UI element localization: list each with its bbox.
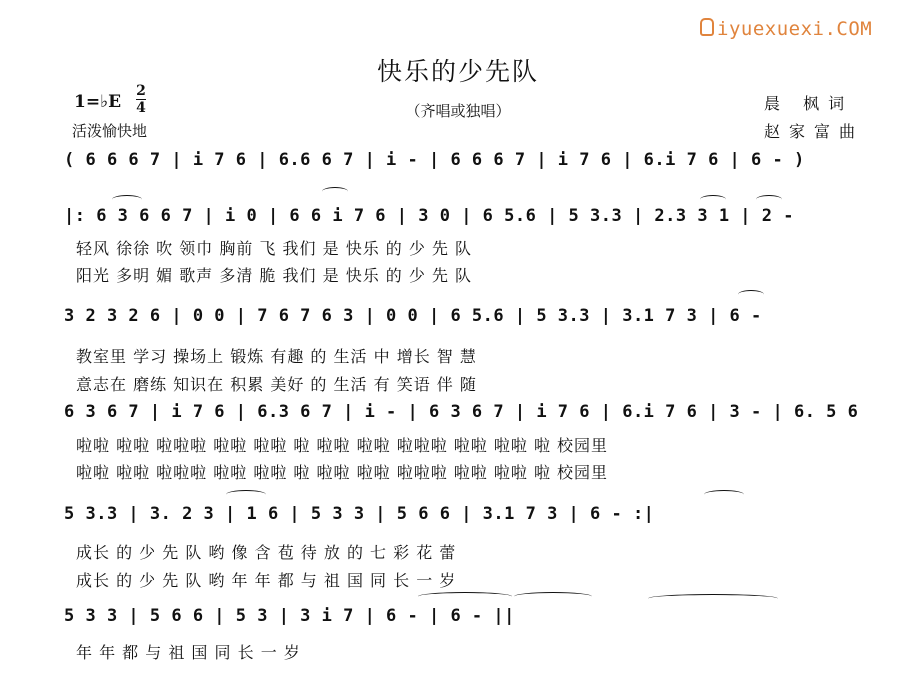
slur — [418, 592, 512, 601]
tempo-marking: 活泼愉快地 — [72, 122, 148, 140]
credits — [764, 90, 864, 146]
lyric-line-4-verse-1: 啦啦 啦啦 啦啦啦 啦啦 啦啦 啦 啦啦 啦啦 啦啦啦 啦啦 啦啦 啦 校园里 — [76, 436, 609, 455]
score-line-6: 5 3 3 | 5 6 6 | 5 3 | 3 i 7 | 6 - | 6 - || — [64, 606, 515, 626]
lyric-line-2-verse-1: 轻风 徐徐 吹 领巾 胸前 飞 我们 是 快乐 的 少 先 队 — [76, 239, 473, 258]
slur — [756, 195, 782, 204]
slur — [738, 290, 764, 299]
lyric-line-5-verse-2: 成长 的 少 先 队 哟 年 年 都 与 祖 国 同 长 一 岁 — [76, 571, 457, 590]
composer-credit: 赵家富曲 — [764, 122, 865, 141]
score-line-1: ( 6 6 6 7 | i 7 6 | 6.6 6 7 | i - | 6 6 6 7 | i 7 6 | 6.i 7 6 | 6 - ) — [64, 150, 805, 170]
lyricist-credit: 晨 枫词 — [764, 94, 854, 113]
time-signature — [136, 83, 146, 116]
time-top: 2 — [136, 83, 146, 99]
lyric-line-4-verse-2: 啦啦 啦啦 啦啦啦 啦啦 啦啦 啦 啦啦 啦啦 啦啦啦 啦啦 啦啦 啦 校园里 — [76, 463, 609, 482]
slur — [226, 490, 266, 499]
score-line-3: 3 2 3 2 6 | 0 0 | 7 6 7 6 3 | 0 0 | 6 5.6 | 5 3.3 | 3.1 7 3 | 6 - — [64, 306, 762, 326]
slur — [112, 195, 142, 204]
lyric-line-6-verse-1: 年 年 都 与 祖 国 同 长 一 岁 — [76, 643, 301, 662]
lyric-line-2-verse-2: 阳光 多明 媚 歌声 多清 脆 我们 是 快乐 的 少 先 队 — [76, 266, 473, 285]
lyric-line-3-verse-2: 意志在 磨练 知识在 积累 美好 的 生活 有 笑语 伴 随 — [76, 375, 477, 394]
site-watermark: iyuexuexi.COM — [700, 18, 872, 40]
song-subtitle: （齐唱或独唱） — [405, 102, 511, 120]
song-title: 快乐的少先队 — [376, 57, 539, 86]
score-line-5: 5 3.3 | 3. 2 3 | 1 6 | 5 3 3 | 5 6 6 | 3.1 7 3 | 6 - :| — [64, 504, 655, 524]
slur — [514, 592, 592, 601]
note-logo-icon — [700, 18, 714, 36]
lyric-line-5-verse-1: 成长 的 少 先 队 哟 像 含 苞 待 放 的 七 彩 花 蕾 — [76, 543, 457, 562]
score-line-4: 6 3 6 7 | i 7 6 | 6.3 6 7 | i - | 6 3 6 7 | i 7 6 | 6.i 7 6 | 3 - | 6. 5 6 — [64, 402, 859, 422]
slur — [704, 490, 744, 499]
slur — [322, 187, 348, 196]
slur — [648, 594, 778, 603]
slur — [700, 195, 726, 204]
key-signature: 1=♭E — [74, 92, 122, 112]
time-bottom: 4 — [136, 100, 146, 116]
lyric-line-3-verse-1: 教室里 学习 操场上 锻炼 有趣 的 生活 中 增长 智 慧 — [76, 347, 477, 366]
score-line-2: |: 6 3 6 6 7 | i 0 | 6 6 i 7 6 | 3 0 | 6 5.6 | 5 3.3 | 2.3 3 1 | 2 - — [64, 206, 794, 226]
